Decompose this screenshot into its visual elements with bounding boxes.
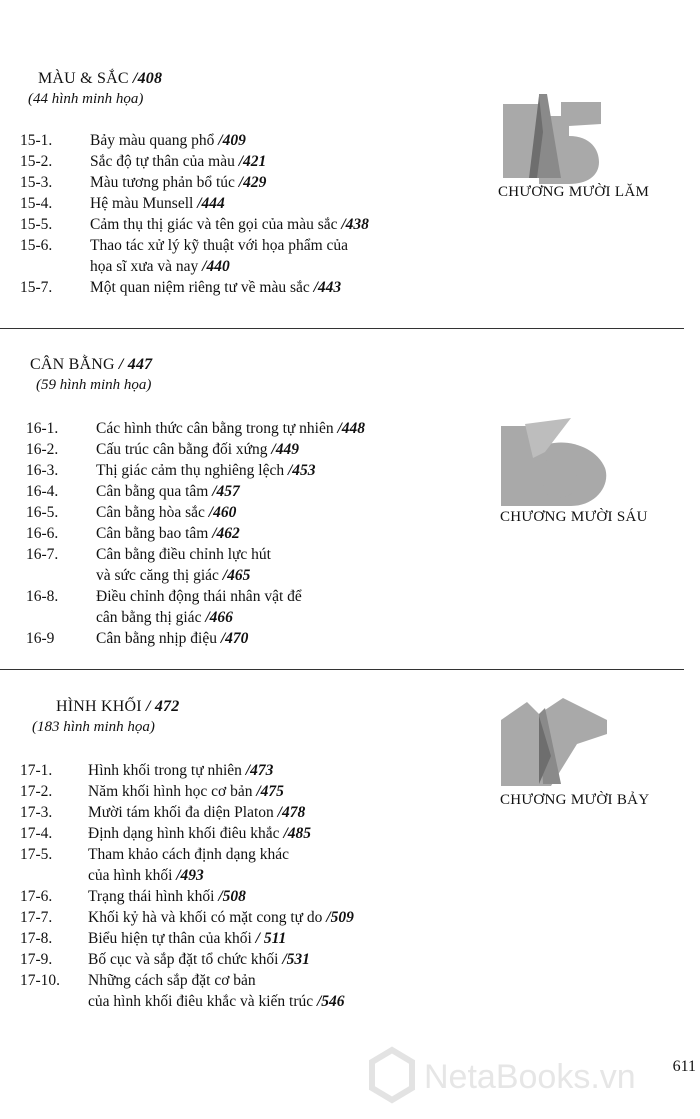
section-title: MÀU & SẮC /408: [38, 70, 163, 87]
watermark-logo: [362, 1040, 662, 1110]
section-subtitle: (44 hình minh họa): [28, 91, 144, 107]
chapter-label: CHƯƠNG MƯỜI SÁU: [500, 509, 648, 525]
section-subtitle: (183 hình minh họa): [32, 719, 155, 735]
chapter-label: CHƯƠNG MƯỜI LĂM: [498, 184, 650, 200]
chapter-15-logo-icon: [499, 92, 603, 184]
section-title: CÂN BẰNG / 447: [30, 356, 153, 373]
watermark-text: NetaBooks.vn: [424, 1058, 636, 1096]
chapter-16-logo-icon: [499, 418, 609, 508]
section-title: HÌNH KHỐI / 472: [56, 698, 180, 715]
chapter-17-logo-icon: [499, 694, 609, 788]
section-divider: [0, 328, 684, 329]
chapter-label: CHƯƠNG MƯỜI BẢY: [500, 792, 650, 808]
section-divider: [0, 669, 684, 670]
section-subtitle: (59 hình minh họa): [36, 377, 152, 393]
page-number: 611: [672, 1058, 696, 1075]
